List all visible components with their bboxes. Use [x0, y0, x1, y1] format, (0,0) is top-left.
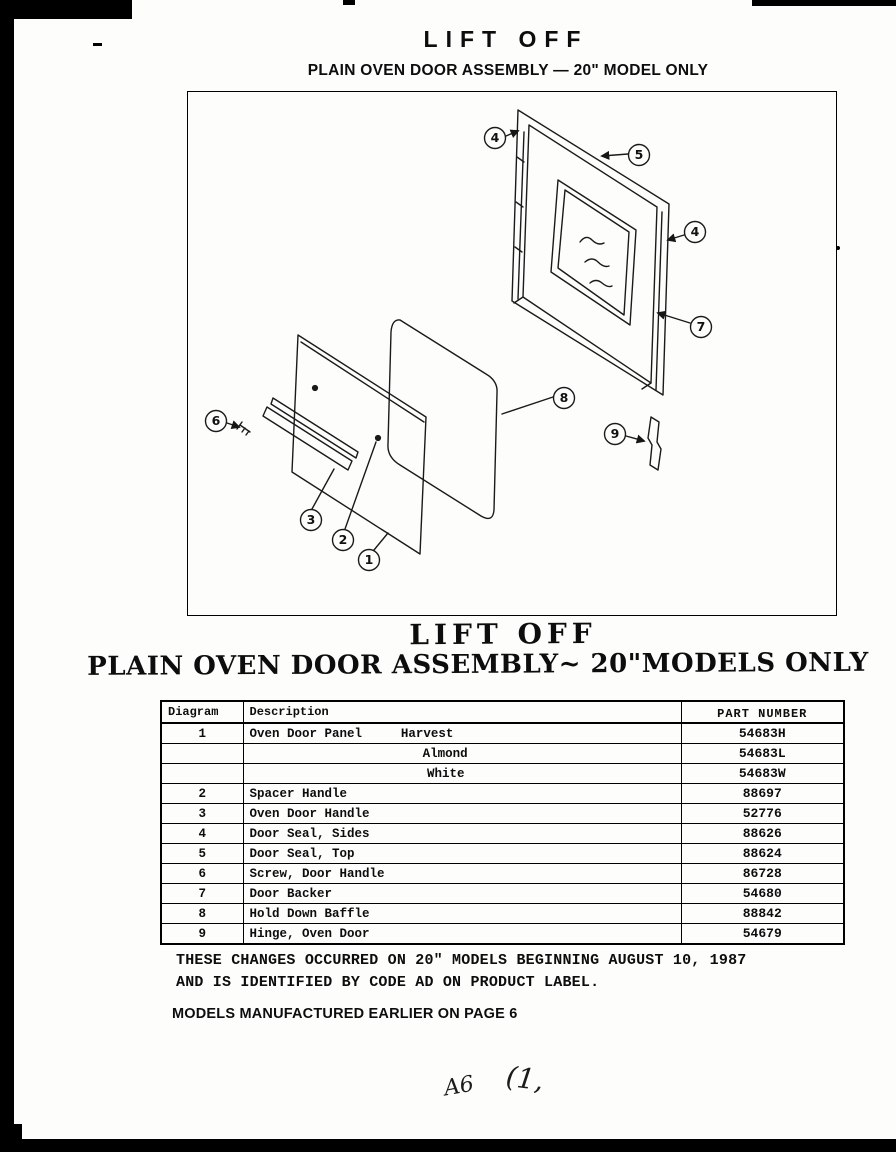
callout-number: 8: [559, 390, 569, 405]
description-text: Door Backer: [249, 886, 333, 901]
callout-number: 7: [696, 319, 706, 334]
cell-diagram: 8: [161, 904, 243, 924]
door-window: [551, 180, 636, 325]
scan-artifact-topleft-blotch: [0, 0, 132, 19]
cell-part-number: 54680: [681, 884, 844, 904]
cell-diagram: 2: [161, 784, 243, 804]
page-subtitle: PLAIN OVEN DOOR ASSEMBLY — 20" MODEL ONLY: [307, 62, 709, 79]
cell-part-number: 54683H: [681, 723, 844, 744]
handwritten-mark: (1,: [504, 1059, 546, 1098]
scan-artifact-left-bar: [0, 0, 14, 1152]
cell-description: [243, 784, 681, 804]
table-row: [161, 804, 844, 824]
exploded-view-diagram: [188, 92, 836, 615]
header-part-number: PART NUMBER: [681, 701, 844, 723]
cell-description: [243, 824, 681, 844]
parts-table: [160, 700, 845, 945]
callout-number: 6: [211, 413, 221, 428]
cell-diagram: 5: [161, 844, 243, 864]
cell-part-number: 88842: [681, 904, 844, 924]
glass-squiggle: [580, 237, 604, 244]
change-note-line2: AND IS IDENTIFIED BY CODE AD ON PRODUCT LABEL.: [176, 974, 600, 991]
table-row: [161, 723, 844, 744]
table-row: [161, 884, 844, 904]
table-header-row: [161, 701, 844, 723]
header-diagram: Diagram: [161, 701, 243, 723]
glass-squiggle: [590, 281, 612, 287]
table-row: [161, 824, 844, 844]
hold-down-baffle: [388, 320, 497, 519]
description-text: Hinge, Oven Door: [249, 926, 370, 941]
cell-diagram: [161, 764, 243, 784]
description-text: Screw, Door Handle: [249, 866, 385, 881]
table-row: [161, 904, 844, 924]
caption-subtitle: PLAIN OVEN DOOR ASSEMBLY~ 20"MODELS ONLY: [87, 647, 869, 682]
cell-description: [243, 884, 681, 904]
cell-diagram: 9: [161, 924, 243, 945]
callout-number: 5: [634, 147, 644, 162]
oven-door-hinge: [648, 417, 661, 470]
handle-screw-hole: [313, 386, 318, 391]
callout-number: 3: [306, 512, 316, 527]
oven-door-handle: [263, 398, 358, 470]
cell-description: [243, 904, 681, 924]
cell-description: [243, 864, 681, 884]
callout-number: 1: [364, 552, 374, 567]
door-handle-screw: [237, 422, 250, 435]
header-description: Description: [243, 701, 681, 723]
cell-description: [243, 924, 681, 945]
table-row: [161, 864, 844, 884]
description-text: Spacer Handle: [249, 786, 348, 801]
table-row: [161, 764, 844, 784]
table-row: [161, 744, 844, 764]
cell-description: [243, 804, 681, 824]
cell-part-number: 86728: [681, 864, 844, 884]
description-text: Door Seal, Top: [249, 846, 355, 861]
page-title: LIFT OFF: [423, 26, 589, 52]
exploded-diagram-frame: [187, 91, 837, 616]
description-text: Hold Down Baffle: [249, 906, 370, 921]
description-text: Oven Door Handle: [249, 806, 370, 821]
description-text: Door Seal, Sides: [249, 826, 370, 841]
description-text: Oven Door Panel: [249, 726, 363, 741]
callout-leader-lines: [227, 131, 690, 550]
handle-screw-hole: [376, 436, 381, 441]
cell-description: [243, 764, 681, 784]
cell-diagram: 3: [161, 804, 243, 824]
cell-part-number: 54679: [681, 924, 844, 945]
footer-note: MODELS MANUFACTURED EARLIER ON PAGE 6: [172, 1006, 518, 1022]
cell-part-number: 88697: [681, 784, 844, 804]
caption-title: LIFT OFF: [409, 616, 597, 652]
cell-diagram: 1: [161, 723, 243, 744]
change-notes: [176, 950, 747, 994]
cell-part-number: 52776: [681, 804, 844, 824]
glass-squiggle: [585, 259, 609, 267]
cell-description: [243, 723, 681, 744]
cell-diagram: 4: [161, 824, 243, 844]
color-variant: Almond: [422, 746, 468, 761]
cell-part-number: 54683W: [681, 764, 844, 784]
parts-table-container: [160, 700, 845, 945]
callout-number: 4: [490, 130, 500, 145]
scan-artifact-bottomleft-chunk: [0, 1124, 22, 1152]
table-row: [161, 924, 844, 945]
callout-number: 9: [610, 426, 620, 441]
cell-diagram: [161, 744, 243, 764]
scan-artifact-topright-bar: [752, 0, 896, 6]
handwritten-mark: A6: [442, 1071, 476, 1102]
scan-artifact-top-mark: [343, 0, 355, 5]
change-note-line1: THESE CHANGES OCCURRED ON 20" MODELS BEGINNING AUGUST 10, 1987: [176, 952, 747, 969]
color-variant: White: [427, 766, 465, 781]
cell-part-number: 88624: [681, 844, 844, 864]
table-row: [161, 844, 844, 864]
callout-number: 2: [338, 532, 348, 547]
cell-description: [243, 744, 681, 764]
cell-description: [243, 844, 681, 864]
cell-diagram: 7: [161, 884, 243, 904]
callout-number: 4: [690, 224, 700, 239]
cell-part-number: 88626: [681, 824, 844, 844]
color-variant: Harvest: [400, 726, 454, 741]
cell-diagram: 6: [161, 864, 243, 884]
table-row: [161, 784, 844, 804]
cell-part-number: 54683L: [681, 744, 844, 764]
scan-artifact-bottom-bar: [0, 1139, 896, 1152]
